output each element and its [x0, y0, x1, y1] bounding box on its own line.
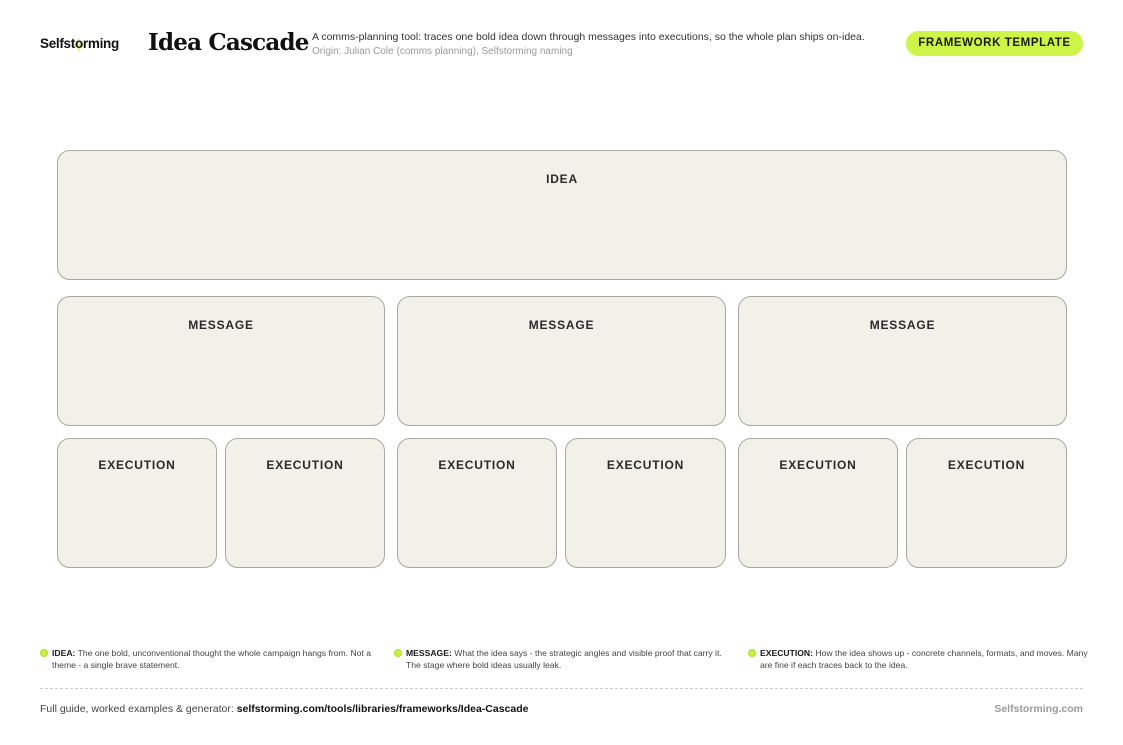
legend-term: IDEA:: [52, 648, 76, 658]
execution-box[interactable]: [565, 438, 726, 568]
page-description: A comms-planning tool: traces one bold idea down through messages into executions, so the whole plan ships on-idea.: [312, 31, 865, 43]
execution-label: EXECUTION: [98, 458, 176, 472]
execution-label: EXECUTION: [606, 458, 685, 472]
message-box[interactable]: [738, 296, 1067, 426]
guide-link[interactable]: selfstorming.com/tools/libraries/frameworks/Idea-Cascade: [236, 703, 529, 715]
guide-text: [40, 703, 528, 715]
execution-box[interactable]: [906, 438, 1067, 568]
bullet-dot-icon: [40, 649, 48, 657]
message-box[interactable]: [397, 296, 726, 426]
message-label: MESSAGE: [528, 318, 595, 332]
legend-term: MESSAGE:: [406, 648, 452, 658]
guide-prefix: Full guide, worked examples & generator:: [40, 703, 234, 715]
bullet-dot-icon: [748, 649, 756, 657]
execution-box[interactable]: [57, 438, 217, 568]
legend-description: What the idea says - the strategic angles and visible proof that carry it. The stage where bold ideas usually leak.: [406, 648, 722, 670]
brand-logo: [40, 34, 130, 56]
execution-label: EXECUTION: [947, 458, 1026, 472]
legend-term: EXECUTION:: [760, 648, 813, 658]
execution-label: EXECUTION: [779, 458, 857, 472]
page-title: Idea Cascade: [148, 29, 309, 56]
legend-description: The one bold, unconventional thought the whole campaign hangs from. Not a theme - a single brave statement.: [52, 648, 371, 670]
message-label: MESSAGE: [188, 318, 254, 332]
brand-name: Selfstorming: [40, 36, 119, 51]
idea-box[interactable]: [57, 150, 1067, 280]
execution-label: EXECUTION: [266, 458, 344, 472]
execution-box[interactable]: [397, 438, 557, 568]
message-box[interactable]: [57, 296, 385, 426]
bullet-dot-icon: [394, 649, 402, 657]
origin-note: Origin: Julian Cole (comms planning), Selfstorming naming: [312, 46, 573, 57]
site-link[interactable]: Selfstorming.com: [994, 703, 1083, 715]
idea-label: IDEA: [546, 172, 578, 186]
execution-box[interactable]: [225, 438, 385, 568]
execution-label: EXECUTION: [438, 458, 516, 472]
framework-template-badge: FRAMEWORK TEMPLATE: [906, 31, 1083, 56]
legend-description: How the idea shows up - concrete channels, formats, and moves. Many are fine if each traces back to the idea.: [760, 648, 1088, 670]
message-label: MESSAGE: [869, 318, 936, 332]
execution-box[interactable]: [738, 438, 898, 568]
footer-divider: [40, 688, 1083, 689]
